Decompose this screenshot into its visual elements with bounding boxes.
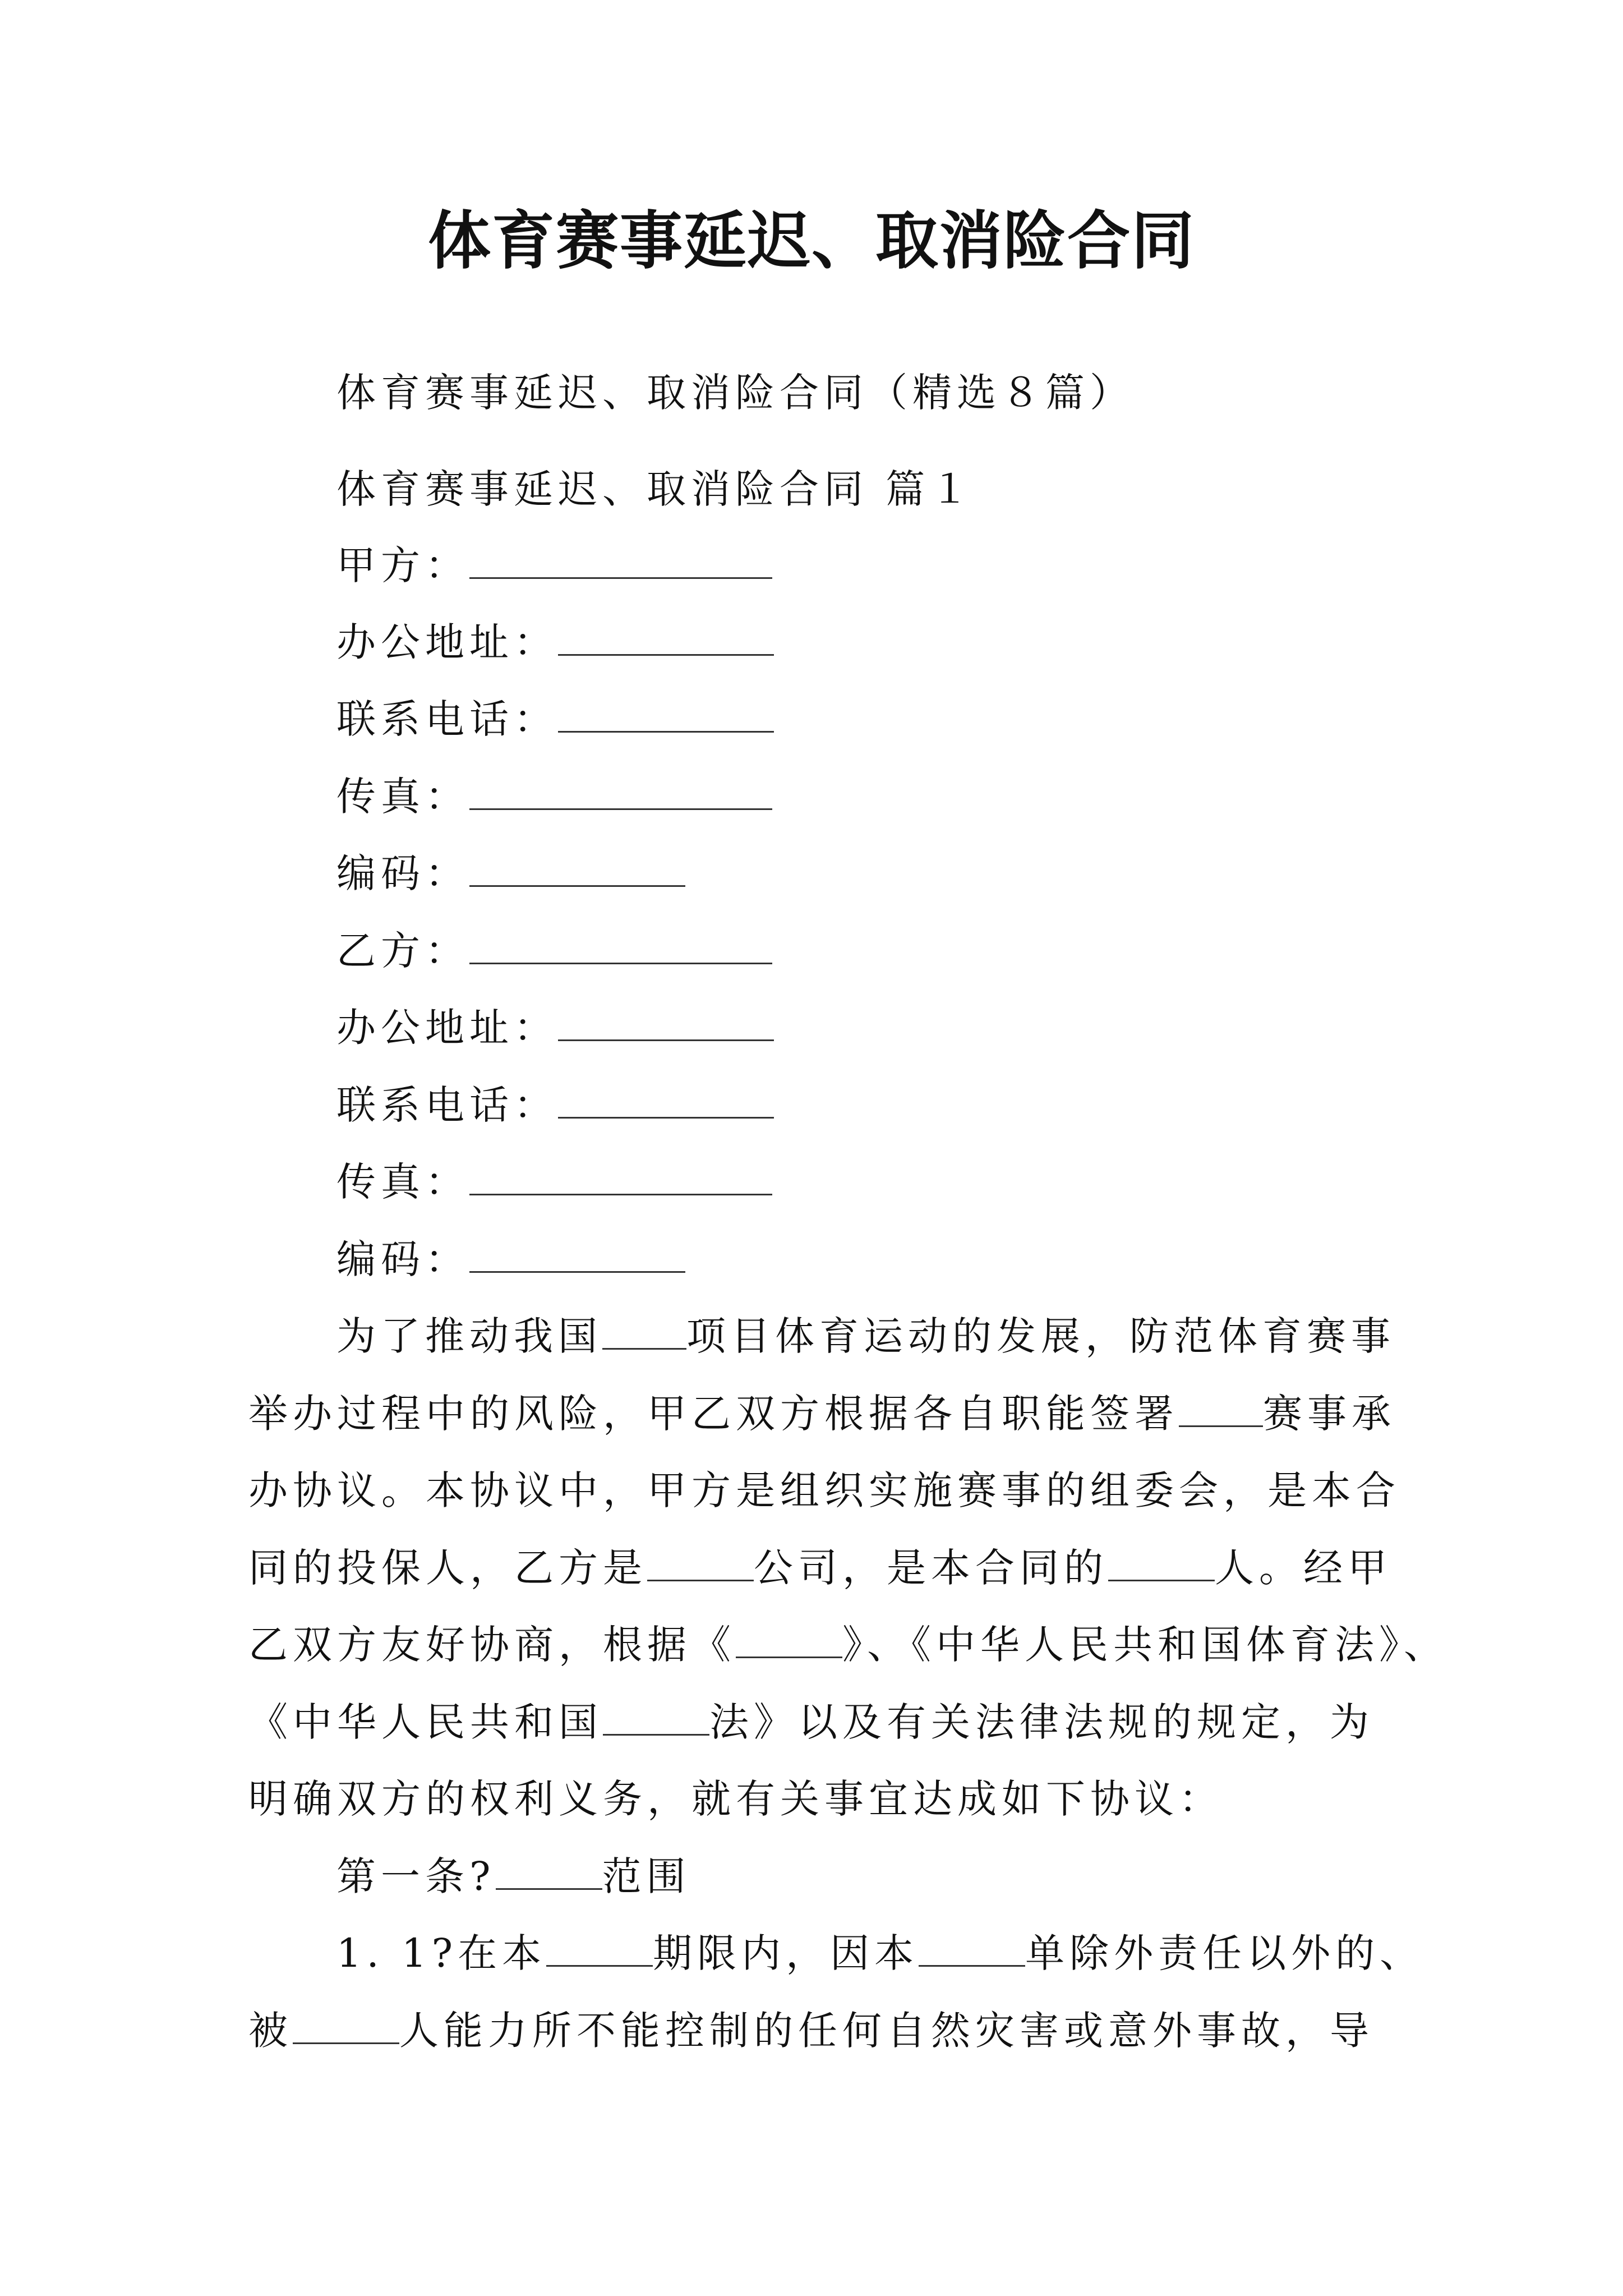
intro-line-4 <box>248 1540 1392 1596</box>
party-a-name-blank <box>469 541 772 579</box>
party-a-code-blank <box>469 849 685 887</box>
party-b-name-row <box>336 923 772 979</box>
intro-text: 举办过程中的风险，甲乙双方根据各自职能签署 <box>248 1391 1179 1437</box>
blank-field <box>546 1929 653 1967</box>
intro-line-1 <box>336 1308 1395 1364</box>
party-a-code-row <box>336 845 685 901</box>
intro-text: 明确双方的权利义务，就有关事宜达成如下协议： <box>248 1776 1223 1822</box>
clause-text: 被 <box>248 2008 293 2054</box>
party-b-phone-row <box>336 1077 774 1133</box>
party-a-name-row <box>336 537 772 593</box>
clause-1-1-line-1 <box>336 1925 1424 1981</box>
party-b-address-row <box>336 1000 774 1056</box>
party-b-address-label: 办公地址： <box>336 1005 558 1051</box>
blank-field <box>647 1544 754 1581</box>
clause-text: 人能力所不能控制的任何自然灾害或意外事故，导 <box>399 2008 1374 2054</box>
clause-text: 期限内，因本 <box>653 1930 919 1976</box>
intro-text: 项目体育运动的发展，防范体育赛事 <box>686 1313 1395 1359</box>
intro-text: 办协议。本协议中，甲方是组织实施赛事的组委会，是本合 <box>248 1467 1400 1513</box>
party-a-phone-label: 联系电话： <box>336 696 558 742</box>
intro-line-5 <box>248 1617 1448 1673</box>
party-a-phone-blank <box>558 695 774 733</box>
party-a-fax-label: 传真： <box>336 774 469 820</box>
section-heading: 体育赛事延迟、取消险合同 篇１ <box>336 466 975 512</box>
intro-line-6 <box>248 1694 1374 1750</box>
intro-text: 乙双方友好协商，根据《 <box>248 1622 736 1668</box>
party-b-phone-blank <box>558 1081 774 1119</box>
document-subtitle: 体育赛事延迟、取消险合同（精选８篇） <box>336 370 1134 416</box>
clause-text: 单除外责任以外的、 <box>1025 1930 1424 1976</box>
intro-text: 《中华人民共和国 <box>248 1699 603 1745</box>
intro-text: 公司，是本合同的 <box>754 1545 1108 1591</box>
party-a-fax-blank <box>469 772 772 810</box>
article-1-heading <box>336 1848 691 1904</box>
party-b-name-blank <box>469 927 772 964</box>
clause-1-1-line-2 <box>248 2003 1374 2059</box>
blank-field <box>496 1852 602 1890</box>
blank-field <box>293 2007 399 2044</box>
intro-text: 》、《中华人民共和国体育法》、 <box>842 1622 1448 1668</box>
intro-text: 为了推动我国 <box>336 1313 602 1359</box>
blank-field <box>736 1621 842 1658</box>
intro-text: 同的投保人，乙方是 <box>248 1545 647 1591</box>
blank-field <box>1179 1389 1263 1427</box>
party-b-name-label: 乙方： <box>336 928 469 974</box>
blank-field <box>919 1929 1025 1967</box>
party-b-fax-row <box>336 1154 772 1210</box>
party-b-code-row <box>336 1231 685 1287</box>
intro-line-7 <box>248 1771 1223 1827</box>
article-heading-text: 第一条? <box>336 1853 496 1899</box>
clause-text: 1. 1?在本 <box>336 1930 547 1976</box>
blank-field <box>602 1312 686 1350</box>
party-b-code-label: 编码： <box>336 1236 469 1282</box>
intro-line-3 <box>248 1462 1400 1519</box>
party-a-name-label: 甲方： <box>336 542 469 588</box>
party-a-address-row <box>336 614 774 670</box>
party-a-code-label: 编码： <box>336 850 469 896</box>
article-heading-text: 范围 <box>602 1853 691 1899</box>
party-b-fax-blank <box>469 1158 772 1195</box>
intro-text: 人。经甲 <box>1215 1545 1392 1591</box>
intro-line-2 <box>248 1386 1396 1442</box>
party-b-phone-label: 联系电话： <box>336 1082 558 1128</box>
blank-field <box>603 1698 709 1736</box>
party-b-fax-label: 传真： <box>336 1159 469 1205</box>
document-title: 体育赛事延迟、取消险合同 <box>428 204 1195 278</box>
party-a-fax-row <box>336 769 772 825</box>
intro-text: 法》以及有关法律法规的规定，为 <box>709 1699 1374 1745</box>
blank-field <box>1108 1544 1215 1581</box>
party-a-address-blank <box>558 618 774 656</box>
party-b-address-blank <box>558 1004 774 1041</box>
party-a-phone-row <box>336 691 774 747</box>
party-a-address-label: 办公地址： <box>336 619 558 665</box>
party-b-code-blank <box>469 1235 685 1273</box>
intro-text: 赛事承 <box>1263 1391 1396 1437</box>
